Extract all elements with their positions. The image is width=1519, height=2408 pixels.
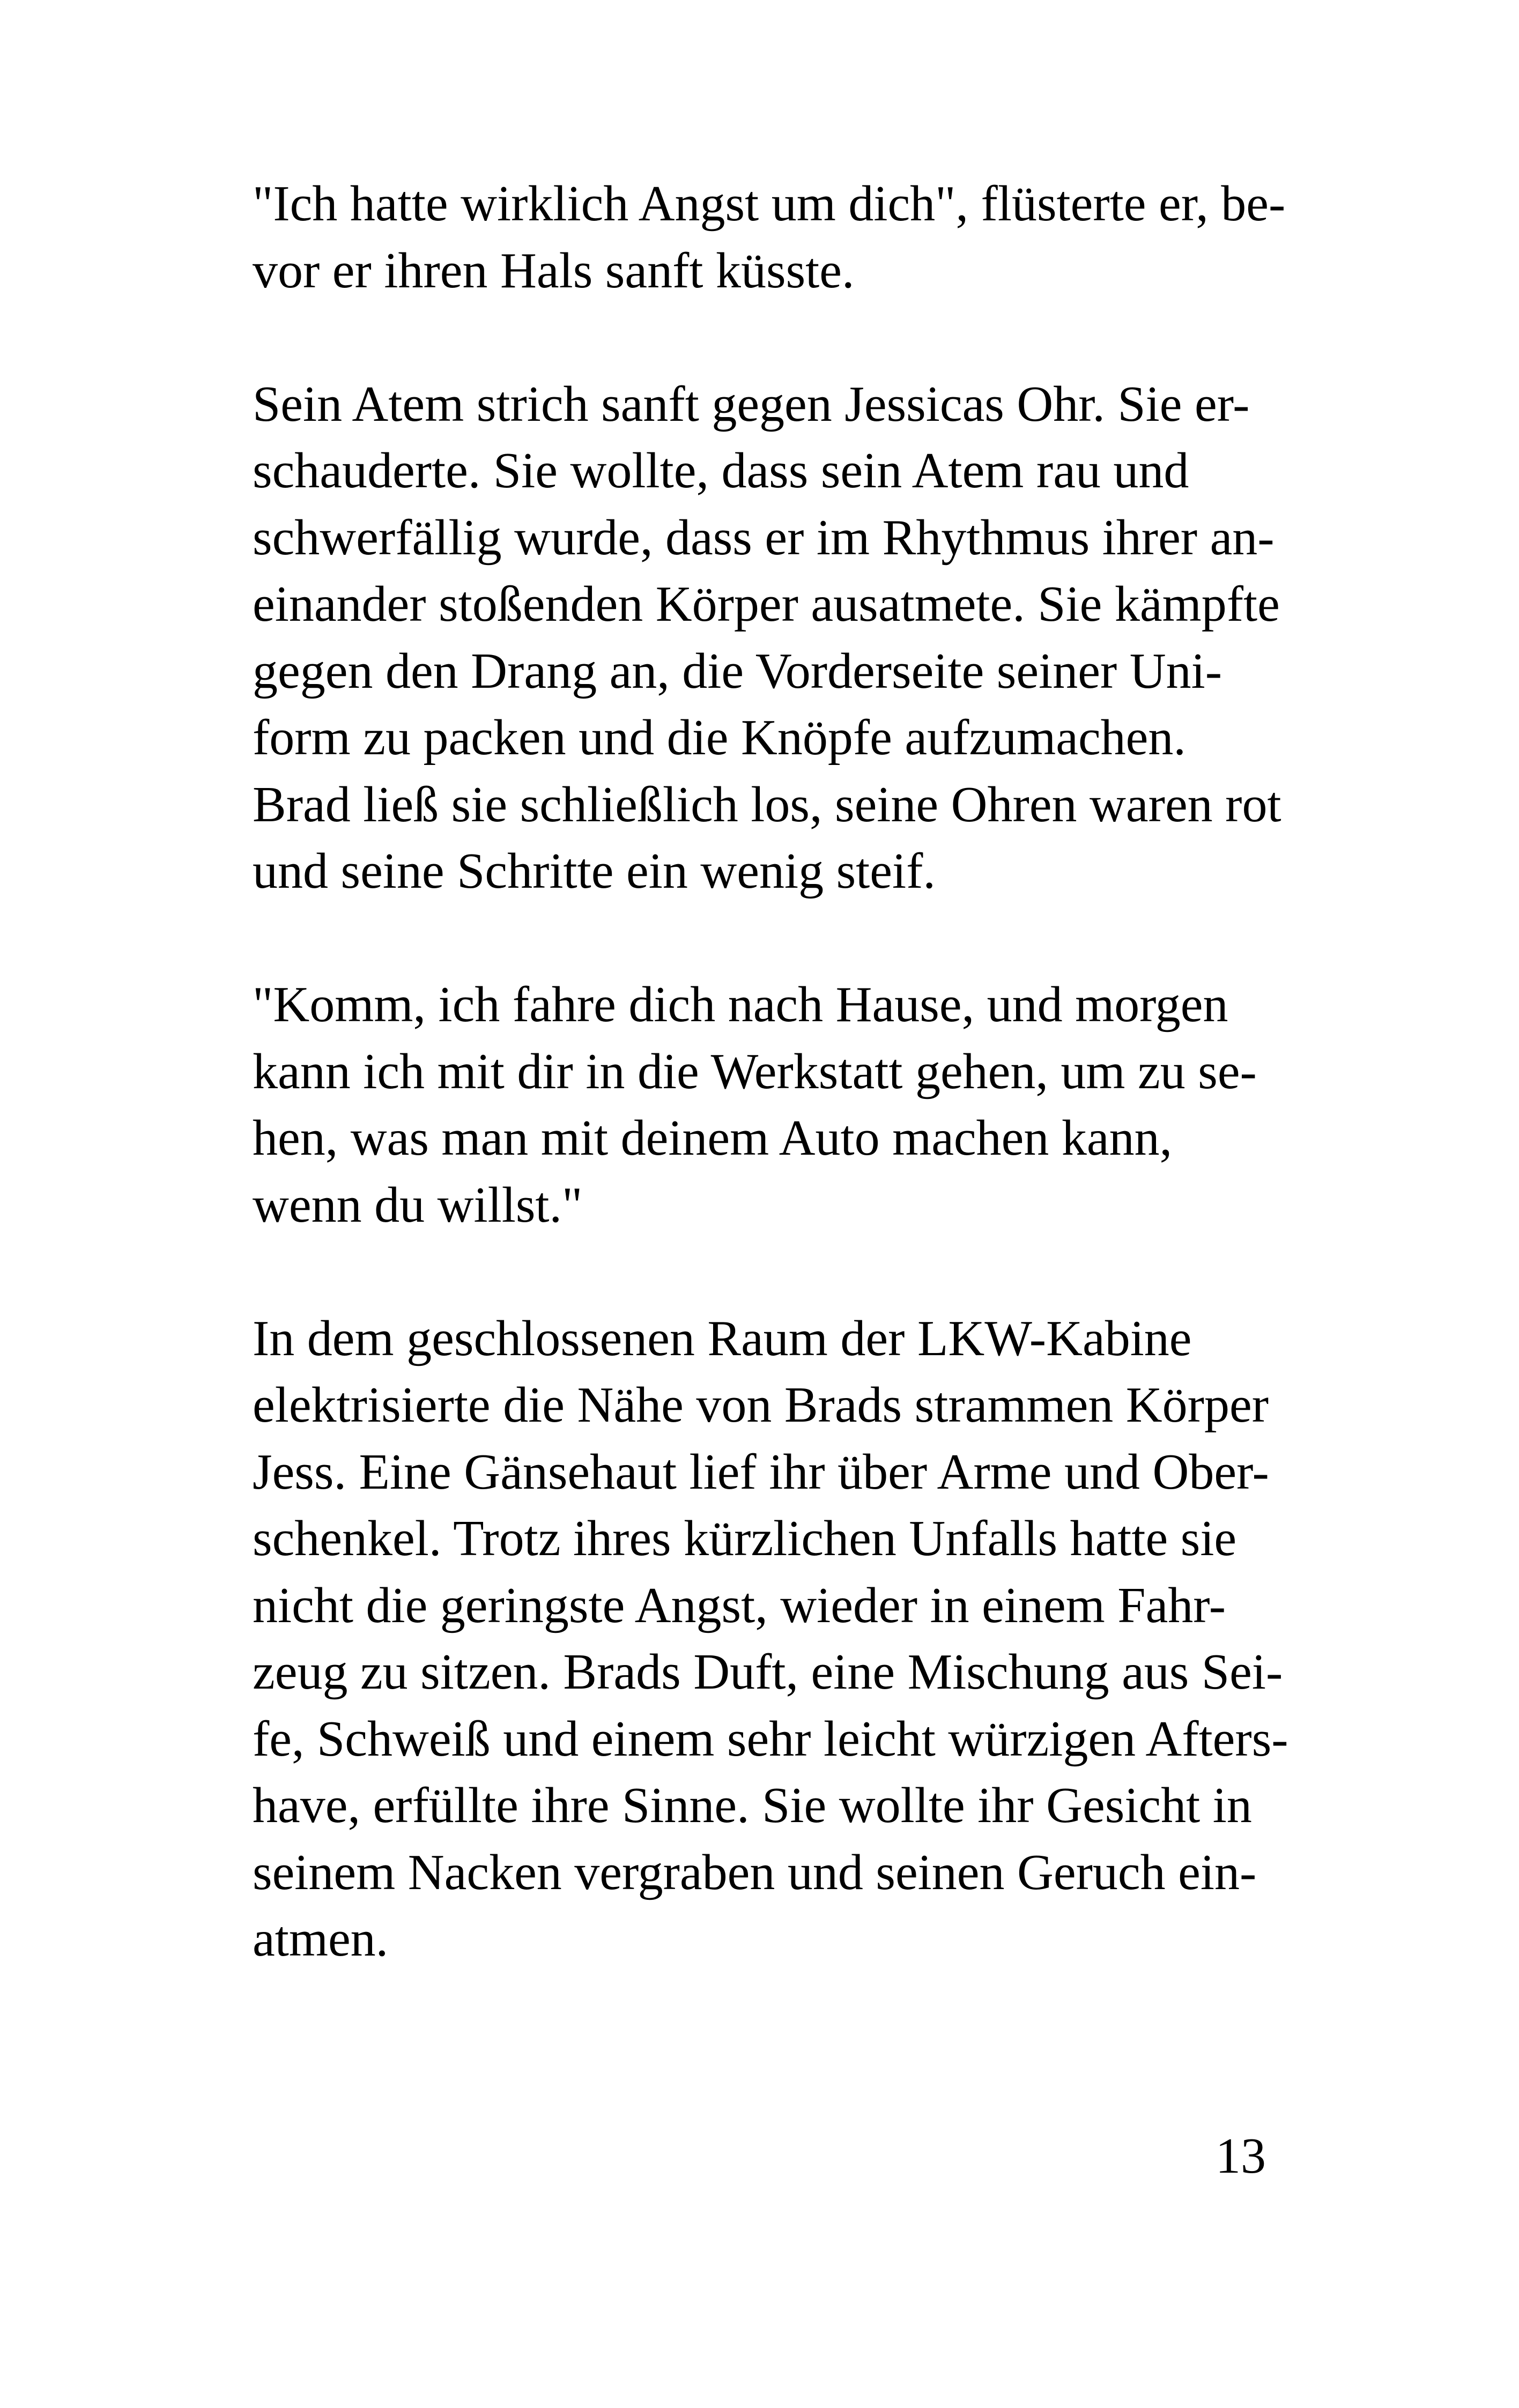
text-line: schauderte. Sie wollte, dass sein Atem rau und [253,443,1189,499]
paragraph-2 [253,371,1298,905]
text-line: In dem geschlossenen Raum der LKW-Kabine [253,1310,1192,1366]
text-line: gegen den Drang an, die Vorderseite seiner Uni- [253,643,1222,699]
text-line: vor er ihren Hals sanft küsste. [253,242,855,299]
text-line: elektrisierte die Nähe von Brads strammen Körper [253,1377,1269,1433]
paragraph-1 [253,170,1298,304]
text-line: Jess. Eine Gänsehaut lief ihr über Arme und Ober- [253,1444,1269,1500]
text-line: Brad ließ sie schließlich los, seine Ohren waren rot [253,776,1281,833]
text-line: einander stoßenden Körper ausatmete. Sie kämpfte [253,576,1280,632]
text-line: zeug zu sitzen. Brads Duft, eine Mischung aus Sei- [253,1644,1283,1700]
body-text [253,170,1298,2039]
text-line: schenkel. Trotz ihres kürzlichen Unfalls hatte sie [253,1511,1237,1566]
text-line: "Komm, ich fahre dich nach Hause, und morgen [253,977,1228,1032]
text-line: "Ich hatte wirklich Angst um dich", flüsterte er, be- [253,176,1286,232]
text-line: schwerfällig wurde, dass er im Rhythmus ihrer an- [253,509,1275,566]
text-line: wenn du willst." [253,1177,583,1233]
text-line: seinem Nacken vergraben und seinen Geruch ein- [253,1844,1257,1900]
text-line: nicht die geringste Angst, wieder in einem Fahr- [253,1577,1226,1633]
paragraph-4 [253,1305,1298,1973]
text-line: have, erfüllte ihre Sinne. Sie wollte ihr Gesicht in [253,1778,1252,1833]
text-line: atmen. [253,1911,389,1967]
text-line: Sein Atem strich sanft gegen Jessicas Ohr. Sie er- [253,376,1250,432]
page-number: 13 [1216,2128,1266,2184]
text-line: kann ich mit dir in die Werkstatt gehen, um zu se- [253,1043,1257,1099]
text-line: und seine Schritte ein wenig steif. [253,843,936,899]
text-line: fe, Schweiß und einem sehr leicht würzigen Afters- [253,1711,1288,1767]
text-line: hen, was man mit deinem Auto machen kann, [253,1110,1173,1166]
text-line: form zu packen und die Knöpfe aufzumachen. [253,710,1186,765]
paragraph-3 [253,971,1298,1238]
